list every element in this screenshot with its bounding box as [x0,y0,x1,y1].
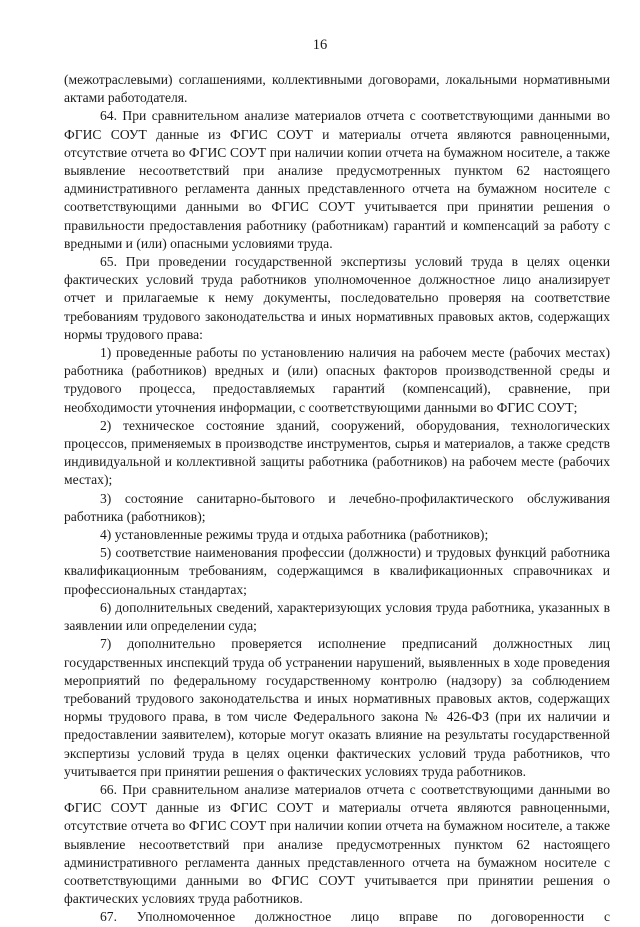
list-item-65-2: 2) техническое состояние зданий, сооружений, оборудования, технологических процессов, применяемых в производстве инструментов, сырья и материалов, а также средств индивидуальной и коллективной защиты работника (работников) на рабочем месте (рабочих местах); [64,417,610,488]
list-item-65-6: 6) дополнительных сведений, характеризующих условия труда работника, указанных в заявлении или определении суда; [64,599,610,634]
list-item-65-7: 7) дополнительно проверяется исполнение предписаний должностных лиц государственных инспекций труда об устранении нарушений, выявленных в ходе проведения мероприятий по федеральному государственному контролю (надзору) за соблюдением требований трудового законодательства и иных нормативных правовых актов, содержащих нормы трудового права, в том числе Федерального закона № 426-ФЗ (при их наличии и предоставлении заявителем), которые могут оказать влияние на результаты государственной экспертизы условий труда в целях оценки фактических условий труда работников, что учитывается при принятии решения о фактических условиях труда работников. [64,636,610,779]
list-item-65-5: 5) соответствие наименования профессии (должности) и трудовых функций работника квалификационным требованиям, содержащимся в квалификационных справочниках и профессиональных стандартах; [64,545,610,597]
list-item-65-3: 3) состояние санитарно-бытового и лечебно-профилактического обслуживания работника (работников); [64,490,610,524]
document-body [64,71,610,927]
paragraph-continuation: (межотраслевыми) соглашениями, коллективными договорами, локальными нормативными актами работодателя. [64,72,610,106]
list-item-65-4: 4) установленные режимы труда и отдыха работника (работников); [100,527,489,543]
paragraph-65: 65. При проведении государственной экспертизы условий труда в целях оценки фактических условий труда работников уполномоченное должностное лицо анализирует отчет и прилагаемые к нему документы, последовательно проверяя на соответствие требованиям трудового законодательства и иных нормативных правовых актов, содержащих нормы трудового права: [64,254,610,342]
page-number: 16 [312,37,328,53]
paragraph-67: 67. Уполномоченное должностное лицо вправе по договоренности с [100,909,610,925]
paragraph-64: 64. При сравнительном анализе материалов отчета с соответствующими данными во ФГИС СОУТ данные из ФГИС СОУТ и материалы отчета являются равноценными, отсутствие отчета во ФГИС СОУТ при наличии копии отчета на бумажном носителе, а также выявление несоответствий при анализе предусмотренных пунктом 62 настоящего административного регламента данных представленного отчета на бумажном носителе с соответствующими данными во ФГИС СОУТ учитывается при принятии решения о правильности предоставления работнику (работникам) гарантий и компенсаций за работу с вредными и (или) опасными условиями труда. [64,108,610,251]
paragraph-66: 66. При сравнительном анализе материалов отчета с соответствующими данными во ФГИС СОУТ данные из ФГИС СОУТ и материалы отчета являются равноценными, отсутствие отчета во ФГИС СОУТ при наличии копии отчета на бумажном носителе, а также выявление несоответствий при анализе предусмотренных пунктом 62 настоящего административного регламента данных представленного отчета на бумажном носителе с соответствующими данными во ФГИС СОУТ учитывается при принятии решения о фактических условиях труда работников. [64,781,610,907]
list-item-65-1: 1) проведенные работы по установлению наличия на рабочем месте (рабочих местах) работника (работников) вредных и (или) опасных факторов производственной среды и трудового процесса, предоставляемых гарантий (компенсаций), сравнение, при необходимости уточнения информации, с соответствующими данными во ФГИС СОУТ; [64,345,610,415]
